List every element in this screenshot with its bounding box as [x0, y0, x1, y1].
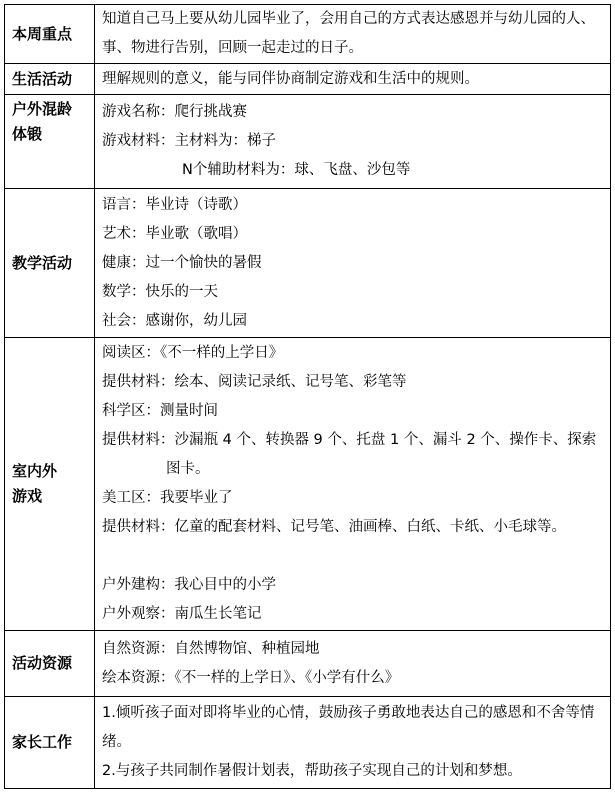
row-life-activity [5, 64, 611, 95]
row-weekly-focus [5, 5, 611, 64]
life-activity-label: 生活活动 [5, 64, 95, 95]
teaching-item: 社会：感谢你，幼儿园 [102, 312, 247, 329]
indoor-outdoor-games-label [5, 338, 95, 631]
teaching-content [95, 189, 611, 338]
games-label-line1: 室内外 [12, 462, 58, 480]
weekly-focus-text: 知道自己马上要从幼儿园毕业了，会用自己的方式表达感恩并与幼儿园的人、事、物进行告别，回顾一起走过的日子。 [95, 5, 611, 64]
games-line: 户外观察：南瓜生长笔记 [102, 606, 262, 622]
parents-content [95, 697, 611, 789]
book-resources: 绘本资源：《不一样的上学日》、《小学有什么》 [102, 669, 400, 686]
games-line: 提供材料：绘本、阅读记录纸、记号笔、彩笔等 [102, 374, 407, 390]
weekly-focus-label: 本周重点 [5, 5, 95, 64]
row-indoor-outdoor-games [5, 338, 611, 631]
resources-label: 活动资源 [5, 631, 95, 697]
games-line: 美工区：我要毕业了 [102, 490, 233, 506]
outdoor-mixed-label-line1: 户外混龄 [12, 100, 73, 118]
row-parents [5, 697, 611, 789]
resources-content [95, 631, 611, 697]
outdoor-mixed-label [5, 95, 95, 189]
games-line: 提供材料：沙漏瓶 4 个、转换器 9 个、托盘 1 个、漏斗 2 个、操作卡、探索图卡。 [102, 432, 597, 477]
games-line: 提供材料：亿童的配套材料、记号笔、油画棒、白纸、卡纸、小毛球等。 [102, 519, 566, 535]
teaching-item: 艺术：毕业歌（歌唱） [102, 225, 247, 242]
teaching-item: 健康：过一个愉快的暑假 [102, 254, 262, 271]
game-aux-materials: N个辅助材料为：球、飞盘、沙包等 [182, 162, 411, 178]
game-materials: 游戏材料：主材料为：梯子 [102, 133, 276, 149]
row-teaching [5, 189, 611, 338]
parents-item: 1.倾听孩子面对即将毕业的心情，鼓励孩子勇敢地表达自己的感恩和不舍等情绪。 [102, 705, 595, 750]
teaching-item: 语言：毕业诗（诗歌） [102, 196, 247, 213]
games-label-line2: 游戏 [12, 487, 43, 505]
outdoor-mixed-content [95, 95, 611, 189]
games-line: 户外建构：我心目中的小学 [102, 577, 276, 593]
parents-label: 家长工作 [5, 697, 95, 789]
life-activity-text: 理解规则的意义，能与同伴协商制定游戏和生活中的规则。 [95, 64, 611, 95]
row-outdoor-mixed [5, 95, 611, 189]
games-line: 阅读区：《不一样的上学日》 [102, 345, 284, 361]
games-line-blank [102, 542, 606, 571]
games-line: 科学区：测量时间 [102, 403, 218, 419]
game-name: 游戏名称：爬行挑战赛 [102, 104, 247, 120]
teaching-label: 教学活动 [5, 189, 95, 338]
teaching-item: 数学：快乐的一天 [102, 283, 218, 300]
parents-item: 2.与孩子共同制作暑假计划表，帮助孩子实现自己的计划和梦想。 [102, 763, 522, 779]
indoor-outdoor-games-content [95, 338, 611, 631]
outdoor-mixed-label-line2: 体锻 [12, 125, 43, 143]
row-resources [5, 631, 611, 697]
weekly-plan-table [4, 4, 611, 789]
nature-resources: 自然资源：自然博物馆、种植园地 [102, 640, 320, 657]
